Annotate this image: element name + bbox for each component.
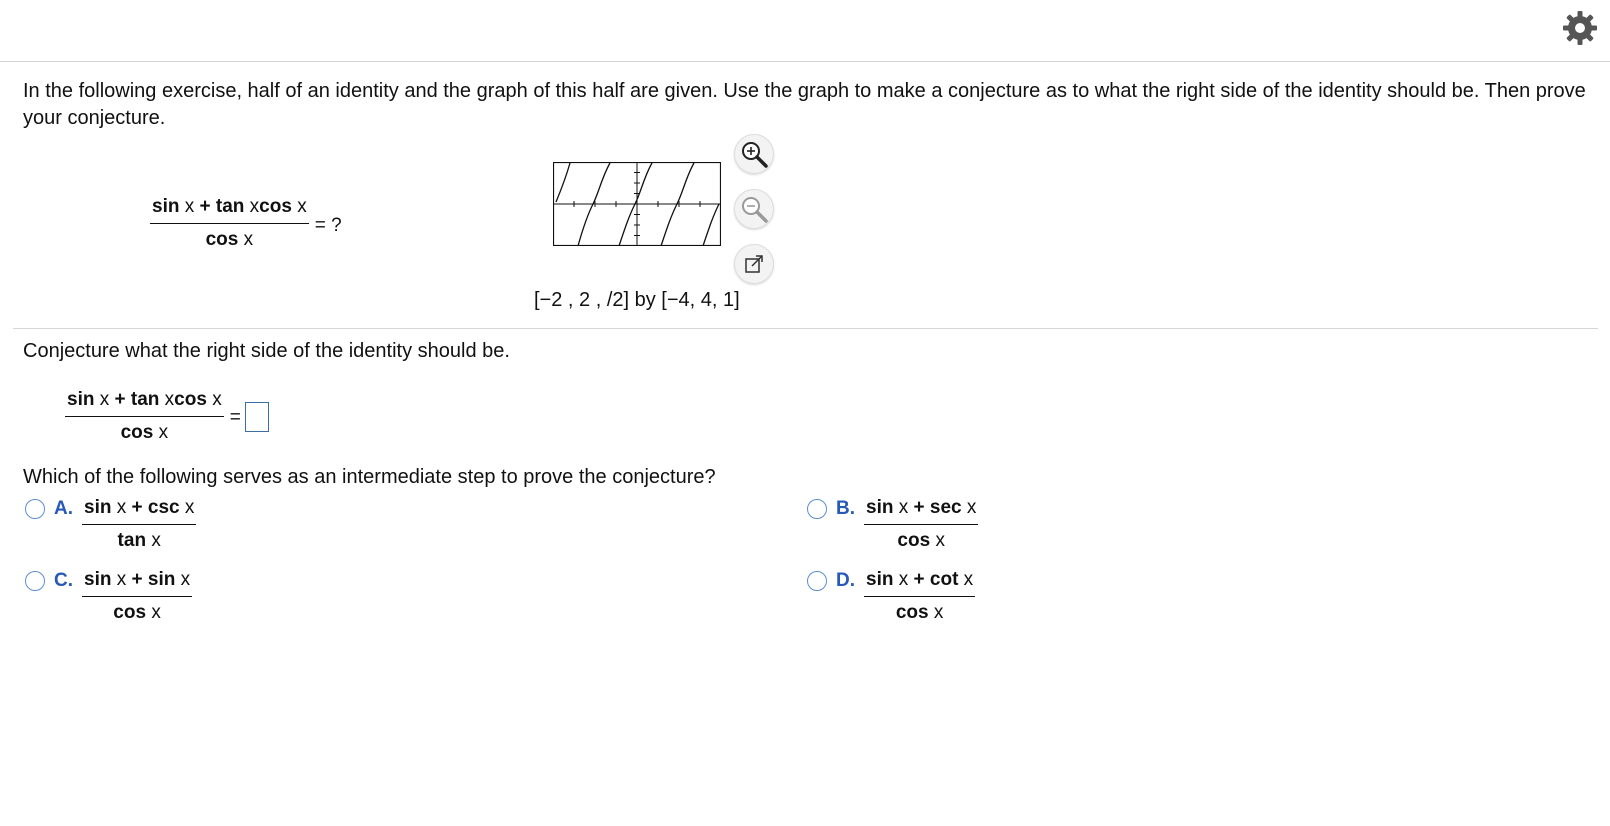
answer-identity — [65, 389, 269, 444]
option-a-radio[interactable] — [25, 499, 45, 519]
answer-equals-sign: = — [229, 406, 241, 428]
answer-numerator: sin x + tan xcos x — [65, 389, 224, 417]
option-c[interactable] — [25, 569, 192, 624]
gear-icon[interactable] — [1562, 10, 1598, 46]
zoom-in-button[interactable] — [734, 134, 774, 174]
option-b-fraction: $\frac{\text{sin x + sec x}}{\text{cos x}}$ — [866, 497, 977, 551]
answer-fraction — [65, 389, 224, 444]
given-identity — [150, 196, 342, 251]
option-a[interactable] — [25, 497, 196, 552]
given-numerator: sin x + tan xcos x — [150, 196, 309, 224]
top-bar — [0, 0, 1610, 62]
option-c-radio[interactable] — [25, 571, 45, 591]
option-a-fraction: $\frac{\text{sin x + csc x}}{\text{tan x}}$ — [84, 497, 195, 551]
given-equals-question: = ? — [314, 214, 342, 236]
answer-denominator: cos x — [120, 422, 169, 443]
question-conjecture: Conjecture what the right side of the identity should be. — [23, 340, 510, 362]
option-d[interactable] — [807, 569, 975, 624]
identity-graph[interactable] — [553, 162, 721, 246]
popout-icon — [743, 253, 765, 275]
option-b-letter: B. — [836, 498, 855, 519]
zoom-out-icon — [739, 194, 769, 224]
option-c-letter: C. — [54, 570, 73, 591]
option-d-fraction: $\frac{\text{sin x + cot x}}{\text{cos x}}$ — [866, 569, 974, 623]
given-denominator: cos x — [205, 229, 254, 250]
option-d-letter: D. — [836, 570, 855, 591]
option-b-radio[interactable] — [807, 499, 827, 519]
answer-input[interactable] — [245, 402, 269, 432]
option-c-fraction: $\frac{\text{sin x + sin x}}{\text{cos x}}$ — [84, 569, 191, 623]
question-intermediate-step: Which of the following serves as an intermediate step to prove the conjecture? — [23, 466, 716, 488]
zoom-out-button[interactable] — [734, 189, 774, 229]
option-b[interactable] — [807, 497, 978, 552]
popout-button[interactable] — [734, 244, 774, 284]
option-a-letter: A. — [54, 498, 73, 519]
option-d-radio[interactable] — [807, 571, 827, 591]
zoom-in-icon — [739, 139, 769, 169]
section-divider — [13, 328, 1598, 329]
graph-range-label: [−2 , 2 , /2] by [−4, 4, 1] — [534, 289, 740, 311]
given-fraction — [150, 196, 309, 251]
exercise-prompt: In the following exercise, half of an identity and the graph of this half are given. Use the graph to make a conjecture as to what the right side of the identity should be. Then prove your conjecture. — [23, 80, 1586, 129]
